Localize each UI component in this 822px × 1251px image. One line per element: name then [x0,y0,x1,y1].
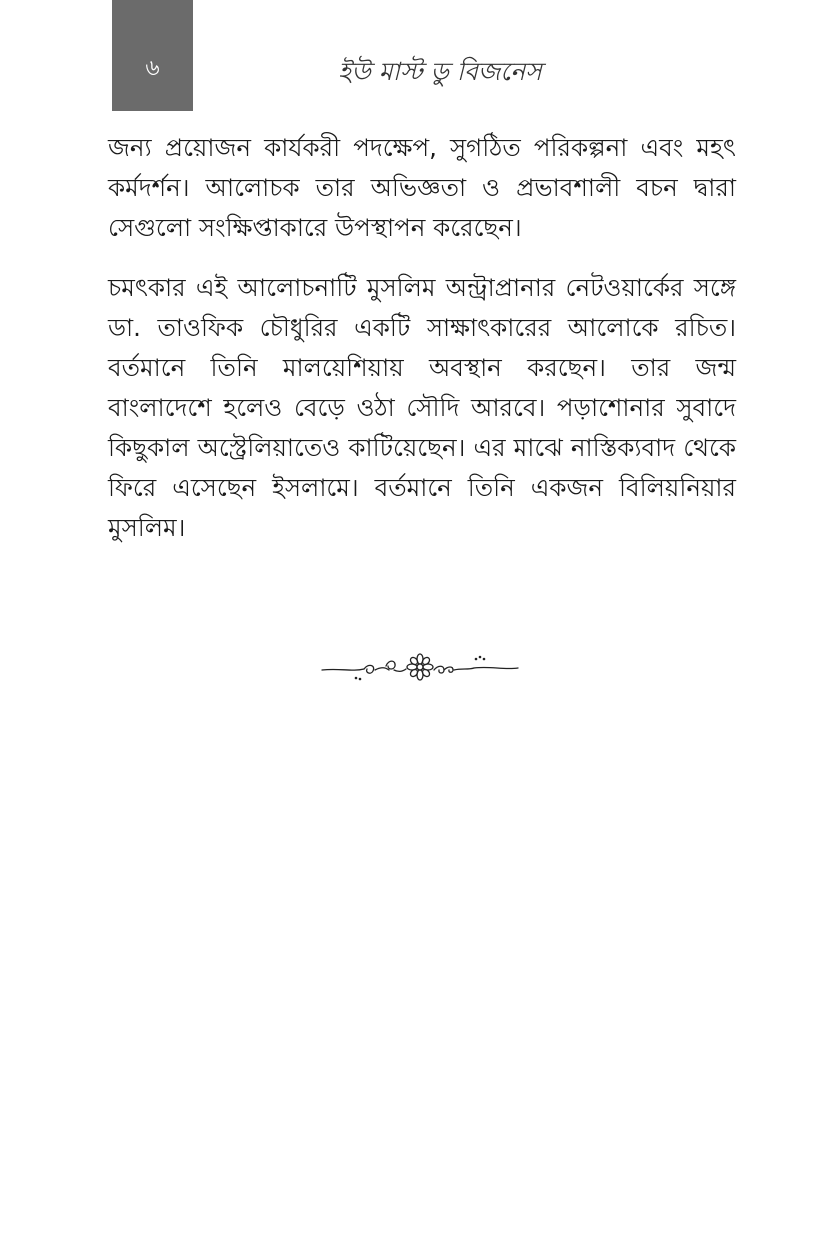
body-text [108,128,736,568]
paragraph: চমৎকার এই আলোচনাটি মুসলিম অন্ট্রাপ্রানার নেটওয়ার্কের সঙ্গে ডা. তাওফিক চৌধুরির একটি সাক্ষাৎকারের আলোকে রচিত। বর্তমানে তিনি মালয়েশিয়ায় অবস্থান করছেন। তার জন্ম বাংলাদেশে হলেও বেড়ে ওঠা সৌদি আরবে। পড়াশোনার সুবাদে কিছুকাল অস্ট্রেলিয়াতেও কাটিয়েছেন। এর মাঝে নাস্তিক্যবাদ থেকে ফিরে এসেছেন ইসলামে। বর্তমানে তিনি একজন বিলিয়নিয়ার মুসলিম। [108,273,736,542]
running-header-title: ইউ মাস্ট ডু বিজনেস [338,57,542,86]
page-number: ৬ [145,56,160,81]
page-number-tab [112,0,193,111]
paragraph: জন্য প্রয়োজন কার্যকরী পদক্ষেপ, সুগঠিত পরিকল্পনা এবং মহৎ কর্মদর্শন। আলোচক তার অভিজ্ঞতা ও প্রভাবশালী বচন দ্বারা সেগুলো সংক্ষিপ্তাকারে উপস্থাপন করেছেন। [108,133,736,242]
floral-divider-icon [320,648,520,688]
